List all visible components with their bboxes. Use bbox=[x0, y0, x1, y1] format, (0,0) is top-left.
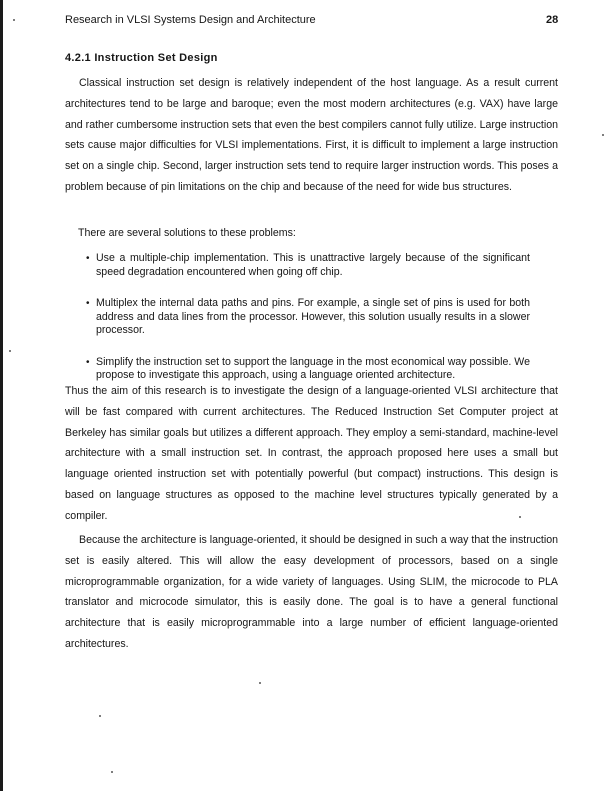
solutions-intro: There are several solutions to these problems: bbox=[78, 227, 296, 239]
paragraph-research-aim: Thus the aim of this research is to investigate the design of a language-oriented VLSI architecture that will be fast compared with current architectures. The Reduced Instruction Set Computer project at Berkeley has similar goals but utilizes a different approach. They employ a semi-standard, machine-level architecture with a small instruction set. In contrast, the approach proposed here uses a small but language oriented instruction set with potentially powerful (but compact) instructions. This design is based on language structures as opposed to the machine level structures typically generated by a compiler. bbox=[65, 385, 558, 522]
solutions-list bbox=[86, 252, 530, 401]
scan-speck bbox=[519, 516, 521, 518]
section-heading: 4.2.1 Instruction Set Design bbox=[65, 52, 218, 64]
running-title: Research in VLSI Systems Design and Architecture bbox=[65, 14, 316, 26]
solution-item-multiple-chip: • Use a multiple-chip implementation. This is unattractive largely because of the significant speed degradation encountered when going off chip. bbox=[86, 252, 530, 279]
solution-item-multiplex: • Multiplex the internal data paths and pins. For example, a single set of pins is used for both address and data lines from the processor. However, this solution usually results in a slower processor. bbox=[86, 297, 530, 338]
scan-speck bbox=[259, 682, 261, 684]
scan-speck bbox=[99, 715, 101, 717]
paragraph-language-oriented: Because the architecture is language-oriented, it should be designed in such a way that the instruction set is easily altered. This will allow the easy development of processors, based on a single microprogrammable organization, for a wide variety of languages. Using SLIM, the microcode to PLA translator and microcode simulator, this is easily done. The goal is to have a general functional architecture that is easily microprogrammable into a large number of efficient language-oriented architectures. bbox=[65, 534, 558, 650]
scan-left-edge bbox=[0, 0, 3, 791]
scan-speck bbox=[13, 19, 15, 21]
scan-speck bbox=[111, 771, 113, 773]
scan-speck bbox=[9, 350, 11, 352]
solution-item-simplify: • Simplify the instruction set to support the language in the most economical way possible. We propose to investigate this approach, using a language oriented architecture. bbox=[86, 356, 530, 383]
page-number: 28 bbox=[546, 14, 559, 26]
paragraph-instruction-set-design: Classical instruction set design is relatively independent of the host language. As a result current architectures tend to be large and baroque; even the most modern architectures (e.g. VAX) have large and rather cumbersome instruction sets that even the best compilers cannot fully utilize. Large instruction sets cause major difficulties for VLSI implementations. First, it is difficult to implement a large instruction set on a single chip. Second, larger instruction sets tend to require larger instruction words. This poses a problem because of pin limitations on the chip and because of the need for wide bus structures. bbox=[65, 77, 558, 193]
scan-speck bbox=[602, 134, 604, 136]
